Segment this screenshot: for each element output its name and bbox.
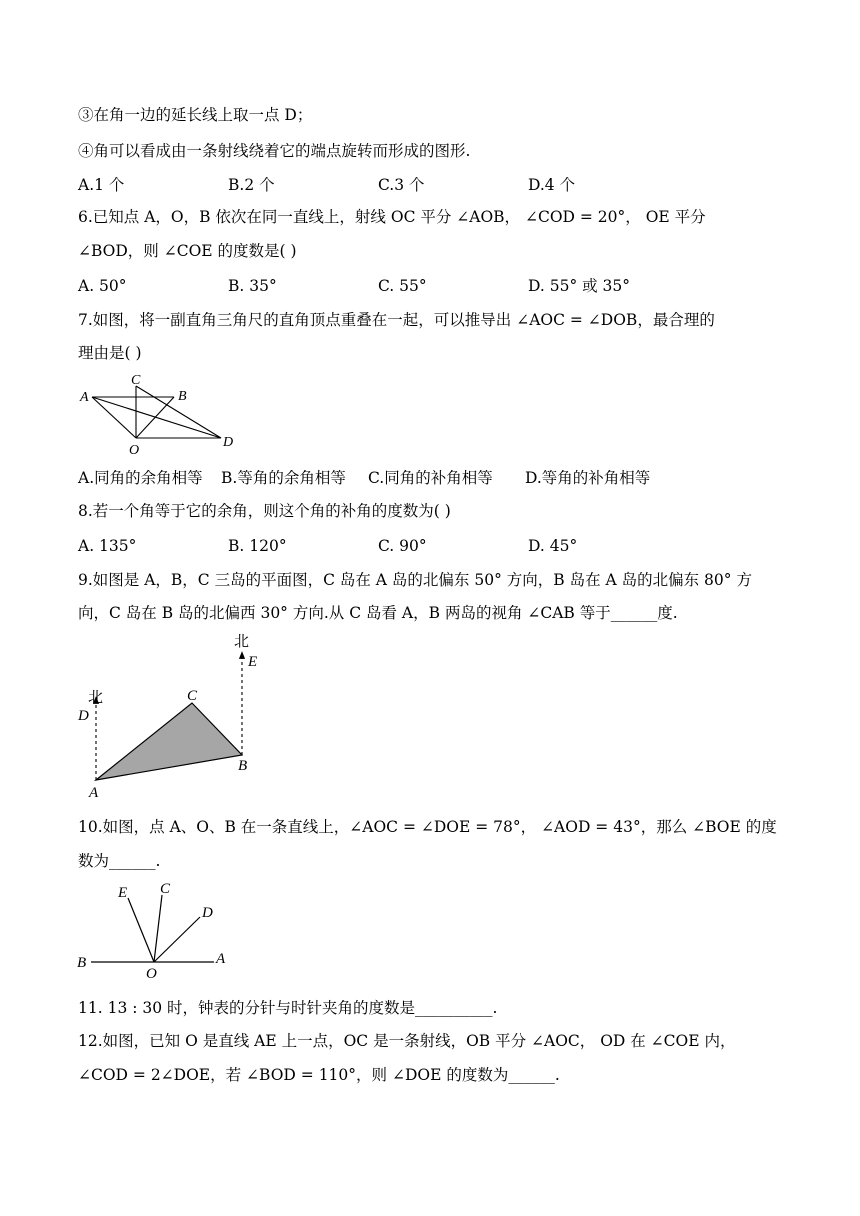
q6-option-d: D. 55° 或 35°: [528, 277, 631, 295]
q8-option-b: B. 120°: [228, 537, 287, 555]
q10-label-b: B: [77, 955, 87, 971]
q10-ray-oe: [128, 898, 154, 962]
q10-stem-line2: 数为______.: [78, 852, 161, 870]
q9-stem-line2: 向，C 岛在 B 岛的北偏西 30° 方向.从 C 岛看 A，B 两岛的视角 ∠CAB 等于______度.: [78, 604, 678, 622]
q7-label-a: A: [80, 390, 89, 405]
q7-label-o: O: [129, 443, 140, 458]
q7-option-b: B.等角的余角相等: [221, 469, 346, 487]
q5-option-a: A.1 个: [78, 176, 125, 194]
q7-label-b: B: [178, 389, 187, 404]
q8-option-a: A. 135°: [78, 537, 137, 555]
q7-option-c: C.同角的补角相等: [368, 469, 493, 487]
q7-label-d: D: [223, 435, 234, 450]
q9-north-label-a: 北: [88, 690, 104, 706]
q10-label-d: D: [202, 905, 213, 921]
q10-label-e: E: [118, 885, 128, 901]
q9-label-d: D: [78, 708, 89, 724]
q7-figure: [76, 372, 246, 462]
q9-label-e: E: [248, 654, 258, 670]
q9-label-c: C: [187, 688, 198, 704]
q8-stem-line1: 8.若一个角等于它的余角，则这个角的补角的度数为( ): [78, 502, 451, 520]
item-3-text: ③在角一边的延长线上取一点 D；: [78, 106, 313, 124]
q6-option-c: C. 55°: [378, 277, 427, 295]
q7-segment-ob: [136, 397, 174, 438]
q12-stem-line1: 12.如图，已知 O 是直线 AE 上一点，OC 是一条射线，OB 平分 ∠AOC， OD 在 ∠COE 内，: [78, 1032, 736, 1050]
q6-stem-line1: 6.已知点 A，O，B 依次在同一直线上，射线 OC 平分 ∠AOB， ∠COD = 20°， OE 平分: [78, 208, 706, 226]
q9-figure: [76, 630, 276, 805]
q9-label-b: B: [238, 758, 248, 774]
q7-segment-ao: [92, 397, 136, 438]
q5-option-b: B.2 个: [228, 176, 275, 194]
q8-option-c: C. 90°: [378, 537, 427, 555]
q6-option-a: A. 50°: [78, 277, 127, 295]
q7-stem-line2: 理由是( ): [78, 344, 142, 362]
q7-stem-line1: 7.如图，将一副直角三角尺的直角顶点重叠在一起，可以推导出 ∠AOC = ∠DOB，最合理的: [78, 311, 715, 329]
q6-stem-line2: ∠BOD，则 ∠COE 的度数是( ): [78, 242, 297, 260]
q10-label-a: A: [216, 951, 226, 967]
q10-stem-line1: 10.如图，点 A、O、B 在一条直线上，∠AOC = ∠DOE = 78°， ∠AOD = 43°，那么 ∠BOE 的度: [78, 818, 777, 836]
q5-option-d: D.4 个: [528, 176, 576, 194]
q9-north-label-b: 北: [234, 634, 250, 650]
item-4-text: ④角可以看成由一条射线绕着它的端点旋转而形成的图形.: [78, 142, 471, 160]
q10-figure: [76, 875, 246, 985]
q7-label-c: C: [131, 373, 141, 388]
q6-option-b: B. 35°: [228, 277, 277, 295]
q9-triangle-abc: [96, 703, 242, 780]
q10-ray-oc: [154, 895, 162, 962]
q11-stem-line1: 11. 13 : 30 时，钟表的分针与时针夹角的度数是__________.: [78, 999, 498, 1017]
q12-stem-line2: ∠COD = 2∠DOE，若 ∠BOD = 110°，则 ∠DOE 的度数为______.: [78, 1066, 560, 1084]
q8-option-d: D. 45°: [528, 537, 578, 555]
q7-segment-ad: [92, 397, 221, 438]
q9-stem-line1: 9.如图是 A，B，C 三岛的平面图，C 岛在 A 岛的北偏东 50° 方向，B 岛在 A 岛的北偏东 80° 方: [78, 571, 752, 589]
q5-option-c: C.3 个: [378, 176, 425, 194]
q10-label-c: C: [160, 881, 171, 897]
q10-ray-od: [154, 917, 200, 962]
q10-label-o: O: [146, 966, 157, 982]
q9-label-a: A: [89, 785, 99, 801]
q7-option-d: D.等角的补角相等: [525, 469, 651, 487]
q7-option-a: A.同角的余角相等: [78, 469, 203, 487]
